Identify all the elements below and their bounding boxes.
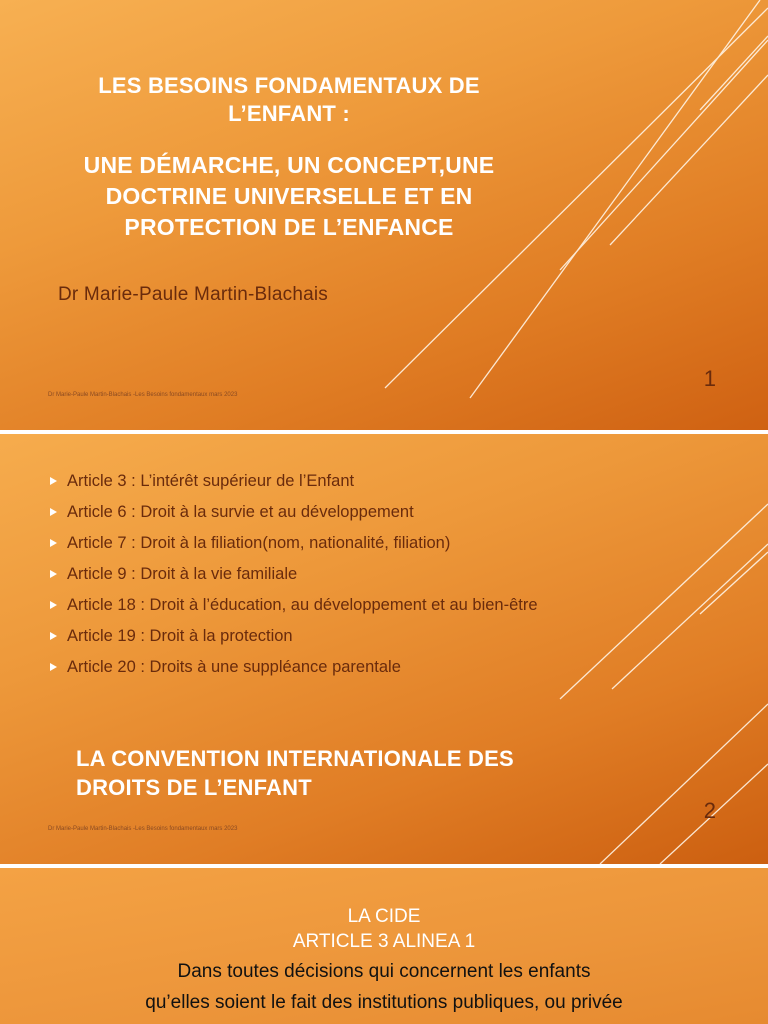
- slide-1: [0, 0, 768, 430]
- bullet-triangle-icon: [50, 477, 57, 485]
- slide-1-footer: Dr Marie-Paule Martin-Blachais -Les Besoins fondamentaux mars 2023: [48, 392, 238, 398]
- slide-1-subtitle: [60, 150, 518, 243]
- author-name: Dr Marie-Paule Martin-Blachais: [58, 284, 328, 305]
- bullet-triangle-icon: [50, 632, 57, 640]
- title-line-1: LES BESOINS FONDAMENTAUX DE: [98, 73, 480, 98]
- article-list: [50, 470, 590, 687]
- slide-3: [0, 868, 768, 1024]
- bullet-triangle-icon: [50, 508, 57, 516]
- slide-2-title: [76, 744, 514, 802]
- title-line-2: L’ENFANT :: [228, 101, 350, 126]
- body-line-1: Dans toutes décisions qui concernent les enfants: [177, 961, 591, 982]
- article-text: [0, 956, 768, 1018]
- title-line-2: DROITS DE L’ENFANT: [76, 775, 312, 800]
- title-line-1: LA CONVENTION INTERNATIONALE DES: [76, 746, 514, 771]
- slide-2-page-number: 2: [703, 798, 716, 823]
- slide-2-footer: Dr Marie-Paule Martin-Blachais -Les Besoins fondamentaux mars 2023: [48, 826, 238, 832]
- bullet-triangle-icon: [50, 663, 57, 671]
- body-line-2: qu’elles soient le fait des institutions publiques, ou privée: [145, 992, 623, 1013]
- subtitle-line-2: DOCTRINE UNIVERSELLE ET EN: [105, 183, 473, 209]
- list-item: Article 20 : Droits à une suppléance parentale: [50, 656, 590, 678]
- bullet-triangle-icon: [50, 539, 57, 547]
- article-heading: ARTICLE 3 ALINEA 1: [292, 931, 476, 952]
- cide-heading: LA CIDE: [347, 906, 421, 927]
- subtitle-line-3: PROTECTION DE L’ENFANCE: [124, 214, 454, 240]
- list-item: Article 7 : Droit à la filiation(nom, nationalité, filiation): [50, 532, 590, 554]
- list-item: Article 3 : L’intérêt supérieur de l’Enfant: [50, 470, 590, 492]
- list-item: Article 18 : Droit à l’éducation, au développement et au bien-être: [50, 594, 590, 616]
- list-item: Article 9 : Droit à la vie familiale: [50, 563, 590, 585]
- list-item: Article 6 : Droit à la survie et au développement: [50, 501, 590, 523]
- slide-1-title: [60, 72, 518, 243]
- slide-1-page-number: 1: [703, 366, 716, 391]
- bullet-triangle-icon: [50, 601, 57, 609]
- list-item: Article 19 : Droit à la protection: [50, 625, 590, 647]
- subtitle-line-1: UNE DÉMARCHE, UN CONCEPT,UNE: [83, 152, 495, 178]
- bullet-triangle-icon: [50, 570, 57, 578]
- slide-2: [0, 434, 768, 864]
- slide-3-content: [0, 904, 768, 1018]
